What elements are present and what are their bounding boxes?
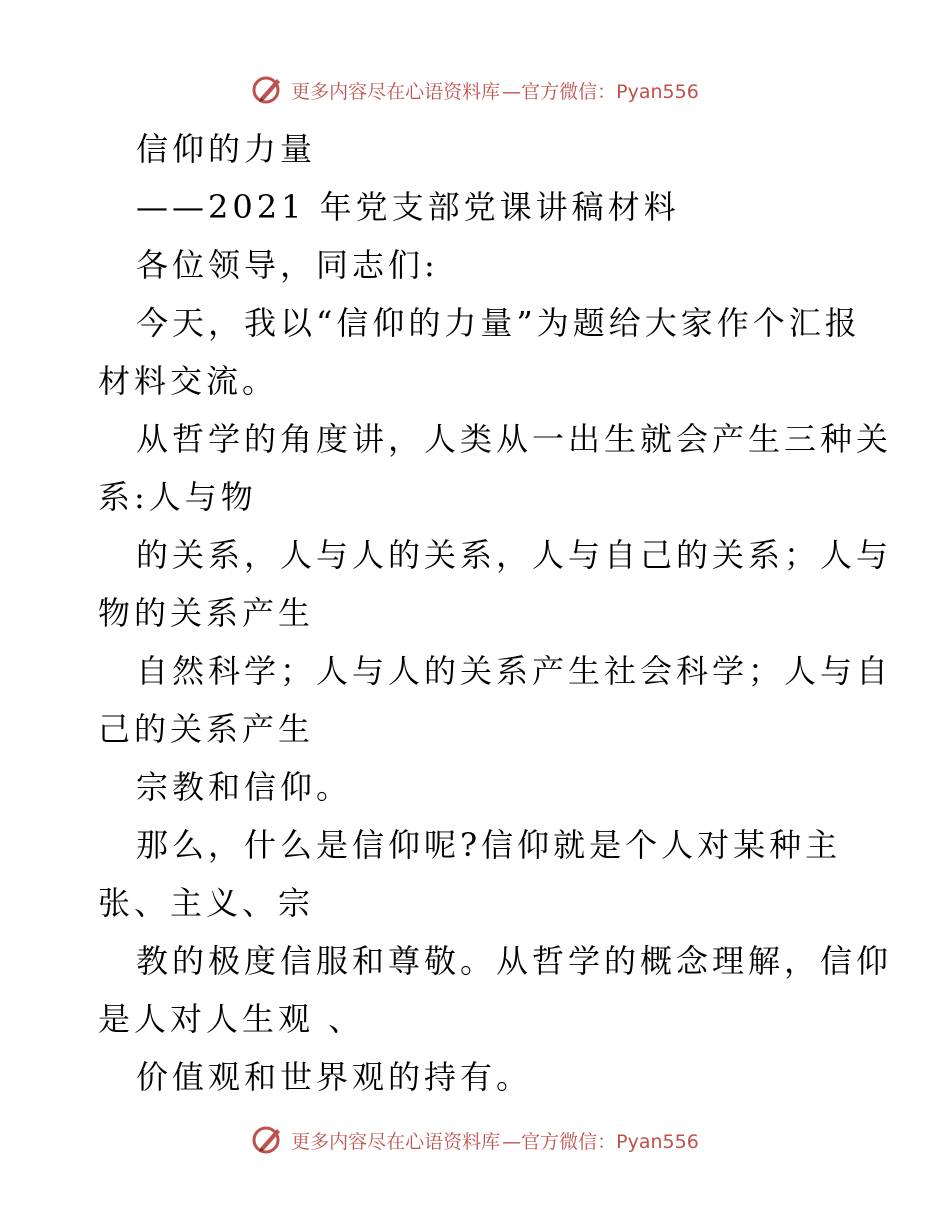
- pen-logo-icon: [251, 1123, 285, 1157]
- watermark-footer: [0, 1118, 950, 1162]
- text-line: 教的极度信服和尊敬。从哲学的概念理解，信仰: [136, 942, 893, 980]
- text-line: 价值观和世界观的持有。: [136, 1058, 533, 1096]
- text-line: 今天，我以“信仰的力量”为题给大家作个汇报: [136, 304, 861, 342]
- text-line: 系:人与物: [98, 478, 257, 516]
- text-line: 信仰的力量: [136, 130, 317, 168]
- watermark-wechat: —官方微信：Pyan556: [502, 1130, 699, 1153]
- watermark-wechat: —官方微信：Pyan556: [502, 80, 699, 103]
- watermark-header: [0, 68, 950, 112]
- text-line: 从哲学的角度讲，人类从一出生就会产生三种关: [136, 420, 893, 458]
- text-line: 宗教和信仰。: [136, 768, 353, 806]
- text-line: 己的关系产生: [98, 710, 315, 748]
- document-body: [98, 120, 893, 1106]
- text-line: 材料交流。: [98, 362, 279, 400]
- text-line: 物的关系产生: [98, 594, 315, 632]
- text-line: 是人对人生观 、: [98, 1000, 365, 1038]
- pen-logo-icon: [251, 73, 285, 107]
- text-line: 那么，什么是信仰呢?信仰就是个人对某种主: [136, 826, 842, 864]
- text-line: 张、主义、宗: [98, 884, 315, 922]
- text-line: ——2021 年党支部党课讲稿材料: [136, 188, 680, 226]
- text-line: 各位领导，同志们:: [136, 246, 439, 284]
- watermark-text: 更多内容尽在心语资料库: [291, 80, 501, 103]
- watermark-text: 更多内容尽在心语资料库: [291, 1130, 501, 1153]
- text-line: 的关系，人与人的关系，人与自己的关系；人与: [136, 536, 893, 574]
- text-line: 自然科学；人与人的关系产生社会科学；人与自: [136, 652, 893, 690]
